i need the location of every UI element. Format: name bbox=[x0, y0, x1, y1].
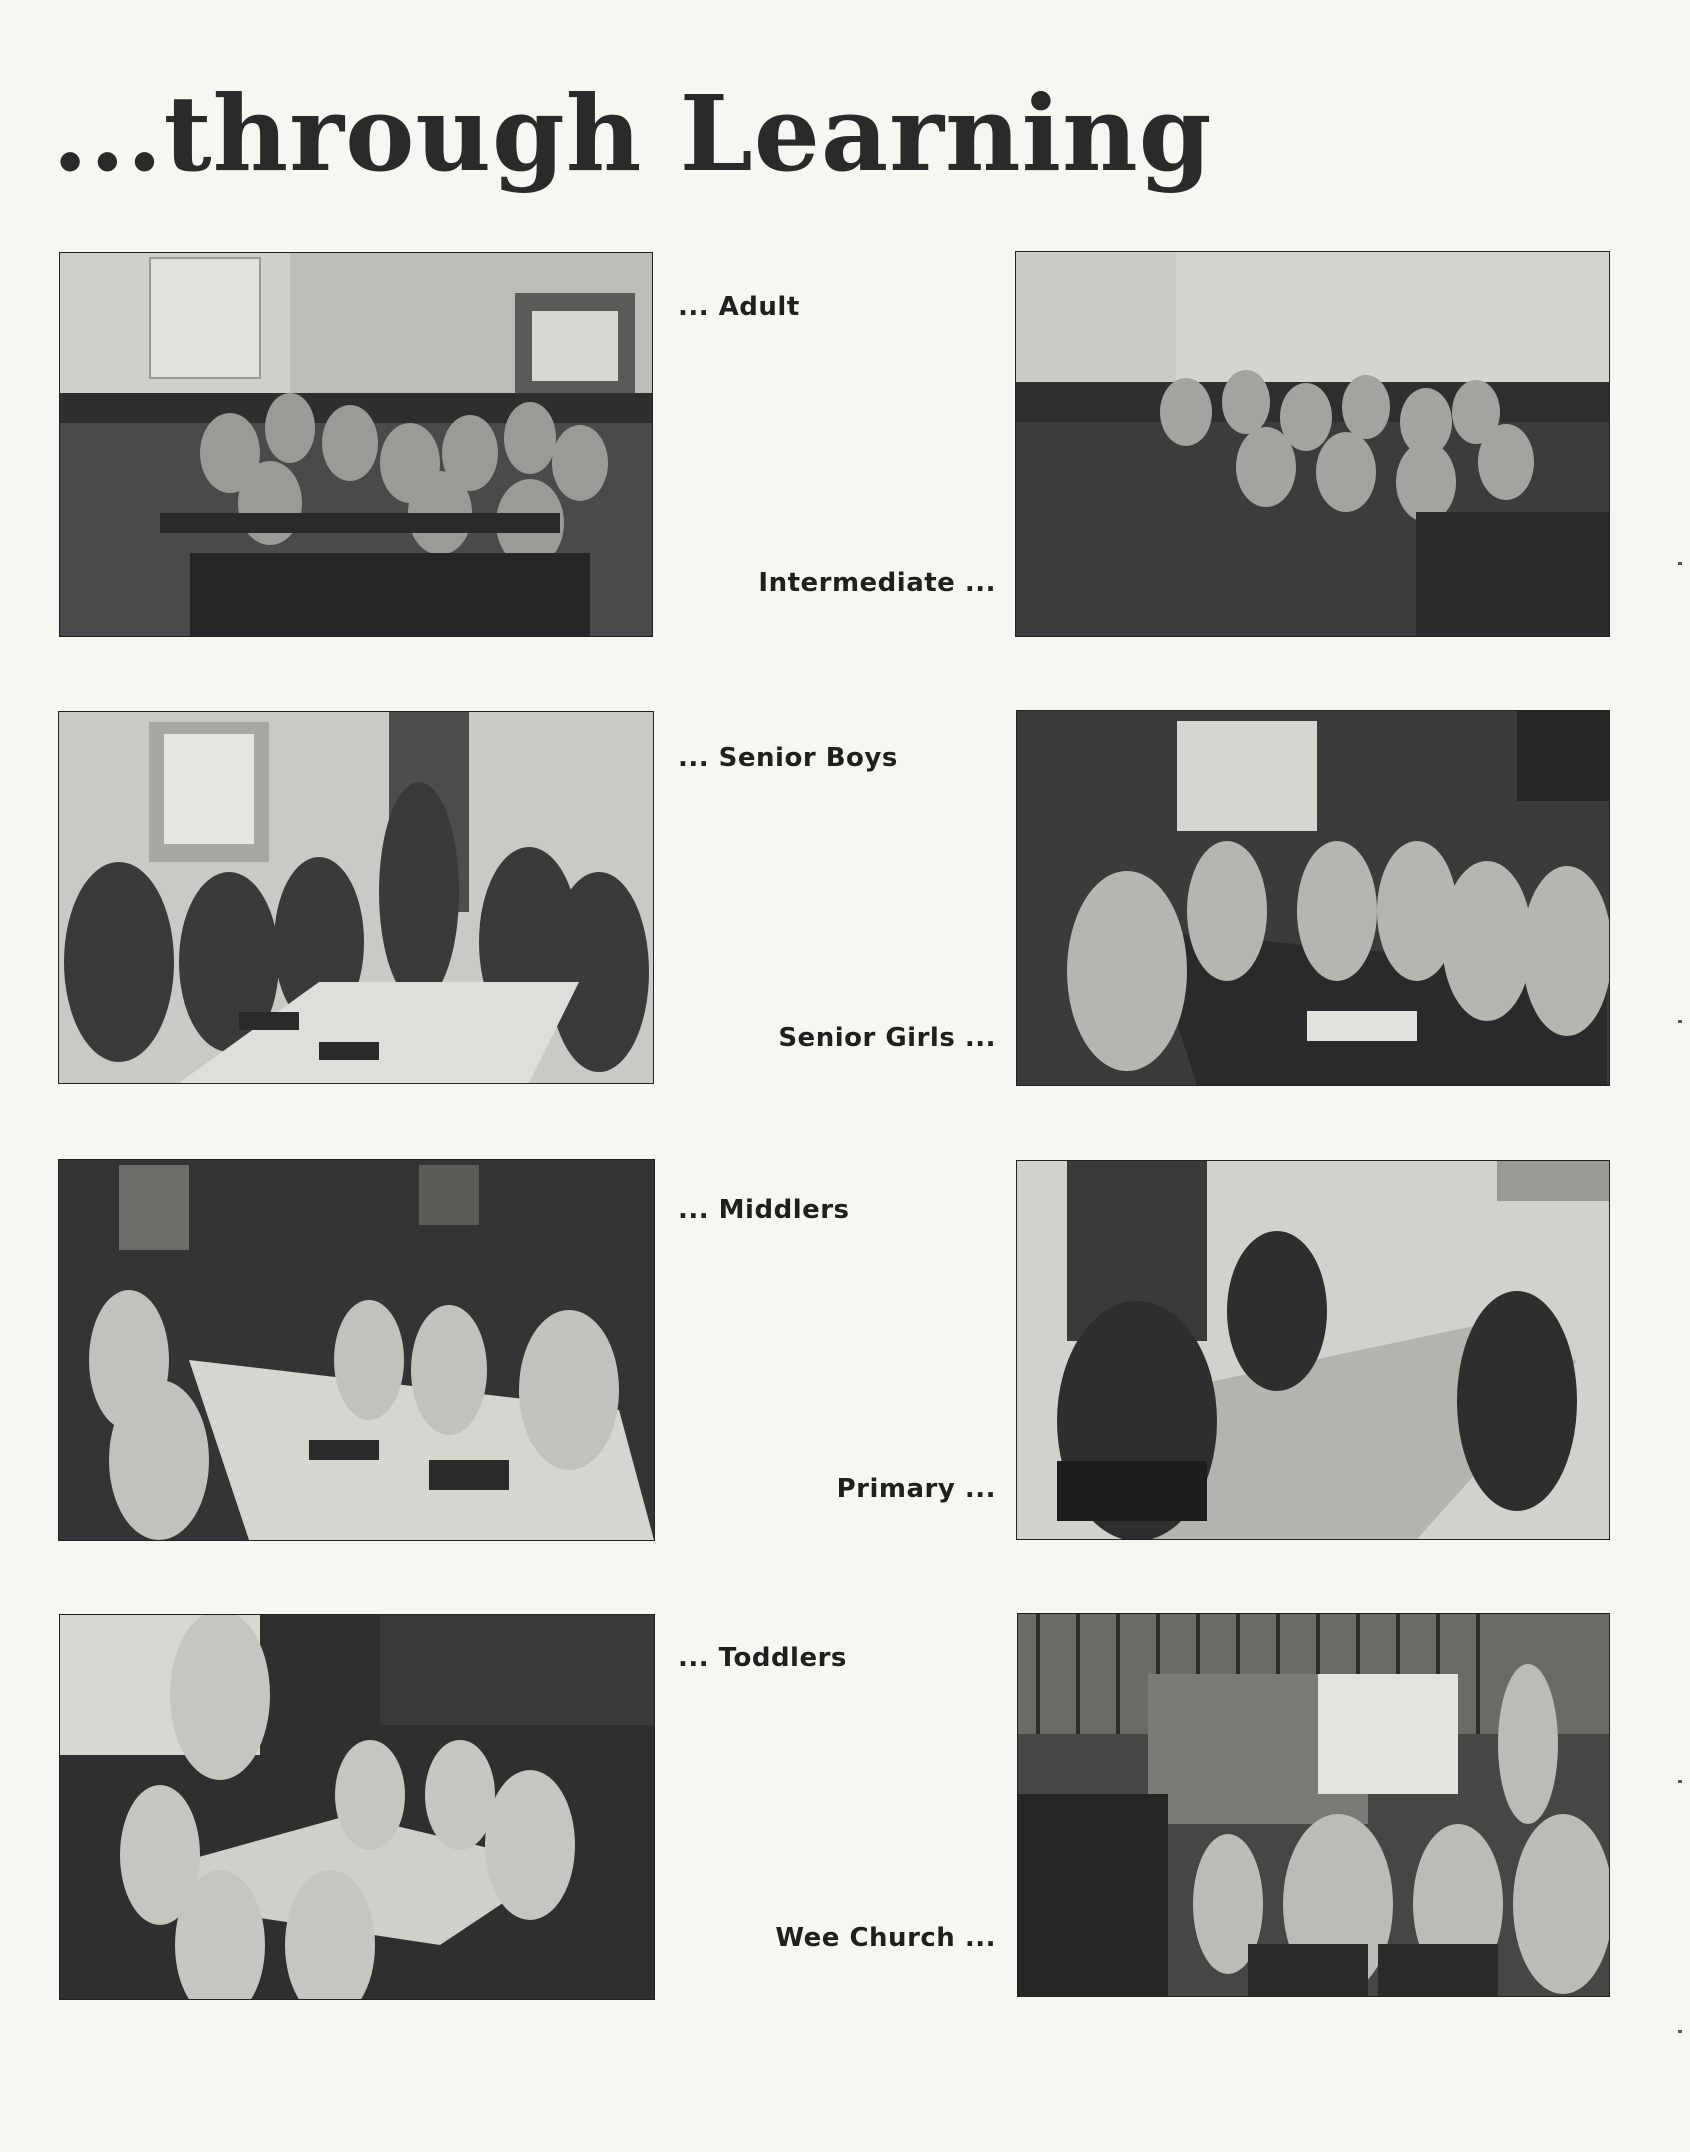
senior-boys-class-photo bbox=[58, 711, 654, 1084]
primary-class-photo bbox=[1016, 1160, 1610, 1540]
caption-senior-girls: Senior Girls ... bbox=[778, 1023, 996, 1053]
caption-middlers: ... Middlers bbox=[678, 1195, 850, 1225]
middlers-class-photo bbox=[58, 1159, 655, 1541]
adult-class-photo bbox=[59, 252, 653, 637]
binding-mark bbox=[1678, 1780, 1682, 1783]
caption-toddlers: ... Toddlers bbox=[678, 1643, 847, 1673]
binding-mark bbox=[1678, 2030, 1682, 2033]
caption-adult: ... Adult bbox=[678, 292, 800, 322]
toddlers-class-photo bbox=[59, 1614, 655, 2000]
binding-mark bbox=[1678, 1020, 1682, 1023]
senior-girls-class-photo bbox=[1016, 710, 1610, 1086]
caption-wee-church: Wee Church ... bbox=[775, 1923, 996, 1953]
binding-mark bbox=[1678, 562, 1682, 565]
wee-church-class-photo bbox=[1017, 1613, 1610, 1997]
caption-senior-boys: ... Senior Boys bbox=[678, 743, 898, 773]
page-title: ...through Learning bbox=[52, 72, 1213, 195]
intermediate-class-photo bbox=[1015, 251, 1610, 637]
caption-primary: Primary ... bbox=[836, 1474, 996, 1504]
caption-intermediate: Intermediate ... bbox=[758, 568, 996, 598]
